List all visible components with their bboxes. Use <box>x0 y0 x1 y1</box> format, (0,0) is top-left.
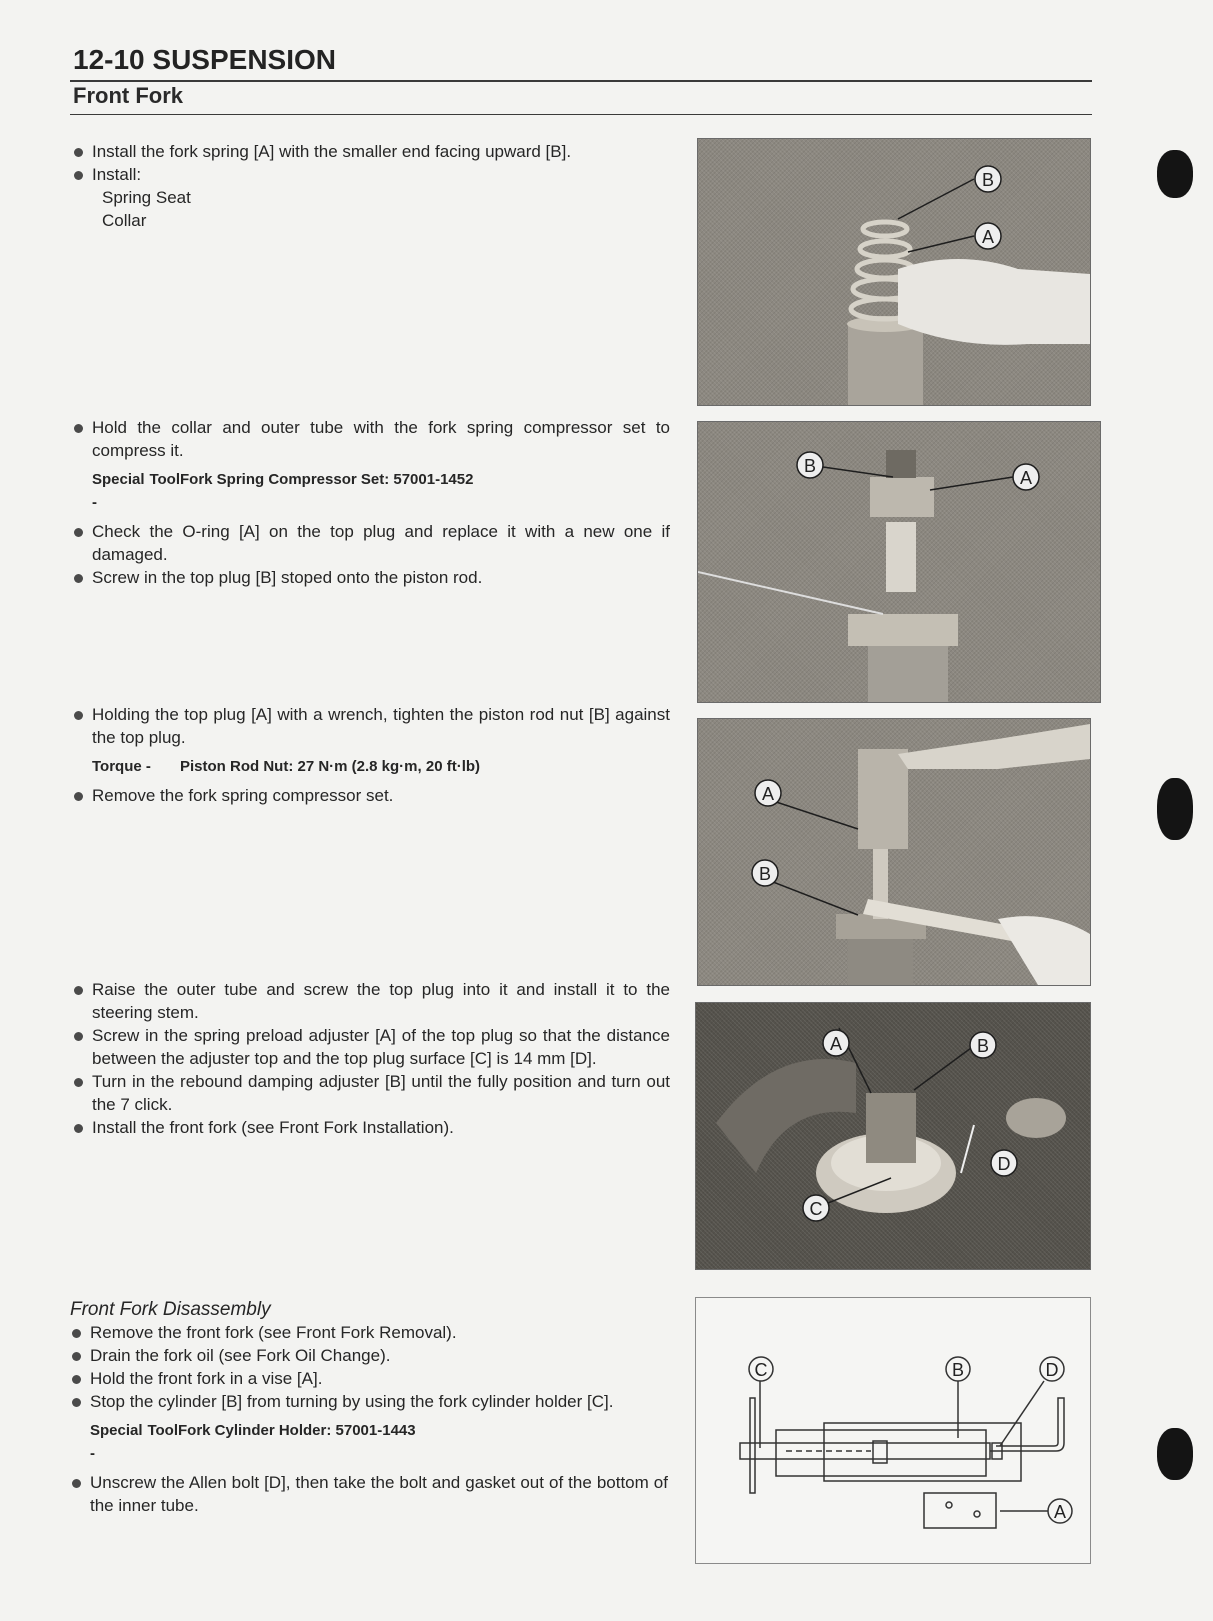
callout-B <box>946 1357 970 1381</box>
bullet-item: Install the fork spring [A] with the smaller end facing upward [B]. <box>72 140 670 163</box>
step-2-text <box>72 416 670 589</box>
binder-hole-mark <box>1157 1428 1193 1480</box>
binder-hole-mark <box>1157 778 1193 840</box>
svg-text:A: A <box>761 784 775 804</box>
bullet-item: Remove the fork spring compressor set. <box>72 784 670 807</box>
special-tool-note <box>90 1419 668 1465</box>
callout-B <box>975 166 1001 192</box>
figure-fork-spring-photo <box>697 138 1091 406</box>
svg-text:A: A <box>1019 468 1033 488</box>
bullet-item: Unscrew the Allen bolt [D], then take the bolt and gasket out of the bottom of the inner tube. <box>70 1471 668 1517</box>
callout-D <box>991 1150 1017 1176</box>
page-title: 12-10 SUSPENSION <box>73 44 336 75</box>
install-item: Spring Seat <box>102 188 191 207</box>
figure-fork-cylinder-holder-diagram <box>695 1297 1091 1564</box>
bullet-item: Screw in the spring preload adjuster [A] of the top plug so that the distance between the adjuster top and the top plug surface [C] is 14 mm [D]. <box>72 1024 670 1070</box>
binder-hole-mark <box>1157 150 1193 198</box>
figure-preload-adjuster-photo <box>695 1002 1091 1270</box>
svg-text:D: D <box>1045 1360 1059 1380</box>
section-title: Front Fork <box>73 83 183 108</box>
callout-C <box>749 1357 773 1381</box>
special-tool-label: Special Tool - <box>90 1422 178 1462</box>
special-tool-label: Special Tool - <box>92 471 180 511</box>
callout-A <box>823 1030 849 1056</box>
callout-B <box>797 452 823 478</box>
svg-text:C: C <box>754 1360 768 1380</box>
callout-A <box>1013 464 1039 490</box>
torque-value: Piston Rod Nut: 27 N·m (2.8 kg·m, 20 ft·lb) <box>180 758 481 775</box>
svg-text:B: B <box>976 1036 990 1056</box>
special-tool-value: Fork Cylinder Holder: 57001-1443 <box>178 1422 416 1439</box>
bullet-item: Drain the fork oil (see Fork Oil Change). <box>70 1344 668 1367</box>
svg-text:B: B <box>758 864 772 884</box>
bullet-item: Install the front fork (see Front Fork Installation). <box>72 1116 670 1139</box>
step-4-text <box>72 978 670 1139</box>
callout-B <box>752 860 778 886</box>
svg-text:A: A <box>981 227 995 247</box>
svg-text:C: C <box>809 1199 823 1219</box>
step-3-text <box>72 703 670 807</box>
svg-text:D: D <box>997 1154 1011 1174</box>
callout-A <box>755 780 781 806</box>
bullet-item: Screw in the top plug [B] stoped onto the piston rod. <box>72 566 670 589</box>
bullet-item: Remove the front fork (see Front Fork Removal). <box>70 1321 668 1344</box>
torque-note <box>92 755 670 778</box>
torque-label: Torque - <box>92 758 151 775</box>
bullet-item: Check the O-ring [A] on the top plug and replace it with a new one if damaged. <box>72 520 670 566</box>
step-1-text <box>72 140 670 232</box>
callout-B <box>970 1032 996 1058</box>
bullet-item: Install: <box>72 163 670 186</box>
special-tool-note <box>92 468 670 514</box>
svg-text:B: B <box>951 1360 965 1380</box>
callout-C <box>803 1195 829 1221</box>
bullet-item: Stop the cylinder [B] from turning by using the fork cylinder holder [C]. <box>70 1390 668 1413</box>
bullet-item: Holding the top plug [A] with a wrench, tighten the piston rod nut [B] against the top plug. <box>72 703 670 749</box>
svg-text:A: A <box>829 1034 843 1054</box>
subsection-title: Front Fork Disassembly <box>70 1299 271 1320</box>
special-tool-value: Fork Spring Compressor Set: 57001-1452 <box>180 471 474 488</box>
svg-text:B: B <box>803 456 817 476</box>
bullet-item: Raise the outer tube and screw the top plug into it and install it to the steering stem. <box>72 978 670 1024</box>
svg-text:B: B <box>981 170 995 190</box>
section-rule <box>70 114 1092 115</box>
bullet-item: Hold the collar and outer tube with the fork spring compressor set to compress it. <box>72 416 670 462</box>
figure-piston-rod-nut-photo <box>697 718 1091 986</box>
callout-D <box>1040 1357 1064 1381</box>
bullet-item: Turn in the rebound damping adjuster [B] until the fully position and turn out the 7 click. <box>72 1070 670 1116</box>
bullet-item: Hold the front fork in a vise [A]. <box>70 1367 668 1390</box>
callout-A <box>1048 1499 1072 1523</box>
svg-text:A: A <box>1053 1502 1067 1522</box>
step-5-text <box>70 1298 668 1517</box>
callout-A <box>975 223 1001 249</box>
header-rule <box>70 80 1092 82</box>
figure-top-plug-photo <box>697 421 1101 703</box>
install-item: Collar <box>102 211 147 230</box>
